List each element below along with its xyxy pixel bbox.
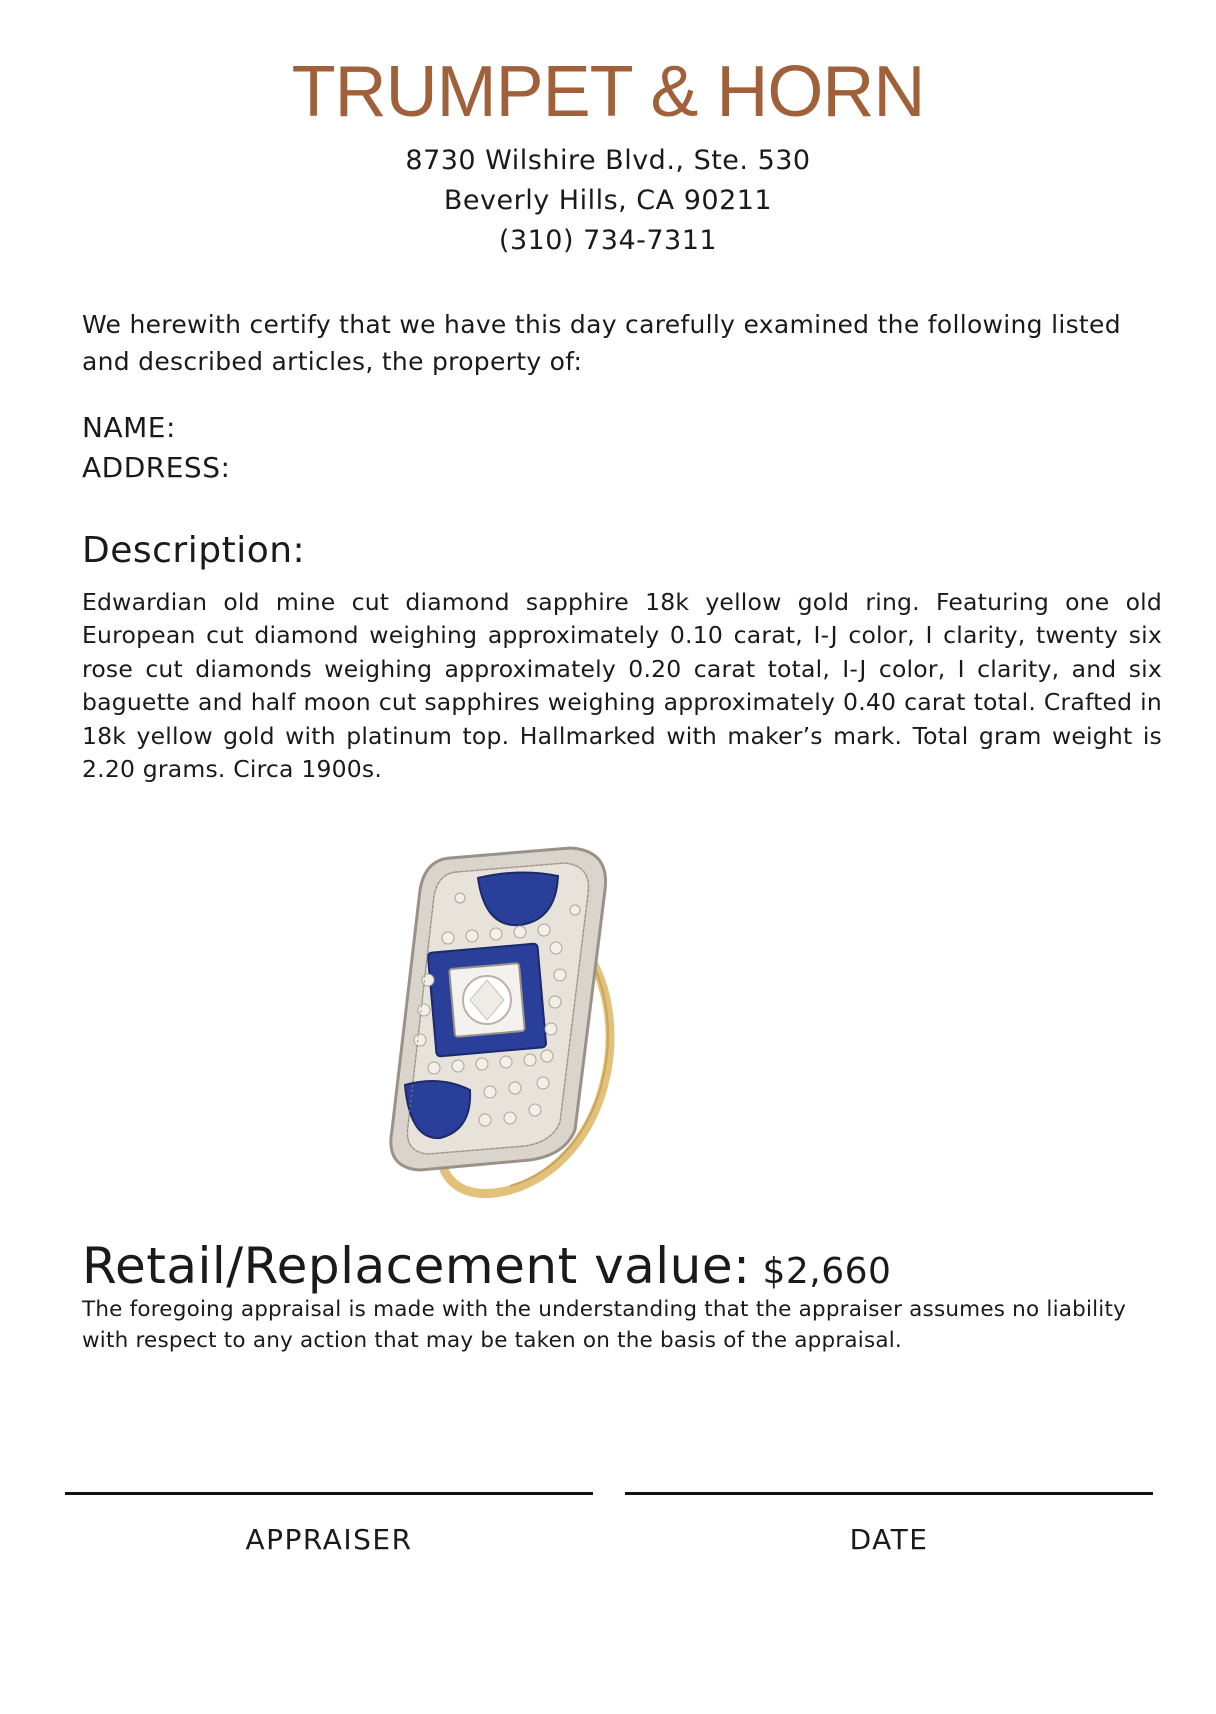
address-line-2: Beverly Hills, CA 90211 (443, 185, 773, 216)
date-label: DATE (849, 1523, 929, 1556)
name-field-label: NAME: (82, 411, 176, 444)
liability-disclaimer: The foregoing appraisal is made with the understanding that the appraiser assumes no liability with respect to any action that may be taken on the basis of the appraisal. (82, 1297, 1127, 1353)
appraiser-signature-line (65, 1492, 593, 1495)
certification-statement: We herewith certify that we have this day carefully examined the following listed and described articles, the property of: (82, 310, 1121, 376)
phone-number: (310) 734-7311 (498, 225, 718, 256)
valuation-label: Retail/Replacement value: (82, 1237, 751, 1295)
address-field-label: ADDRESS: (82, 451, 231, 484)
description-body: Edwardian old mine cut diamond sapphire 18k yellow gold ring. Featuring one old European cut diamond weighing approximately 0.10 carat, I-J color, I clarity, twenty six rose cut diamonds weighing approximately 0.20 carat total, I-J color, I clarity, and six baguette and half moon cut sapphires weighing approximately 0.40 carat total. Crafted in 18k yellow gold with platinum top. Hallmarked with maker’s mark. Total gram weight is 2.20 grams. Circa 1900s. (82, 588, 1162, 784)
date-signature-line (625, 1492, 1153, 1495)
description-heading: Description: (82, 530, 306, 571)
brand-logo: TRUMPET & HORN (291, 52, 925, 132)
valuation-row (82, 1236, 891, 1302)
ring-photo (360, 830, 660, 1210)
address-line-1: 8730 Wilshire Blvd., Ste. 530 (405, 145, 811, 176)
appraiser-label: APPRAISER (245, 1523, 413, 1556)
valuation-amount: $2,660 (762, 1251, 892, 1292)
business-address (0, 141, 1216, 261)
